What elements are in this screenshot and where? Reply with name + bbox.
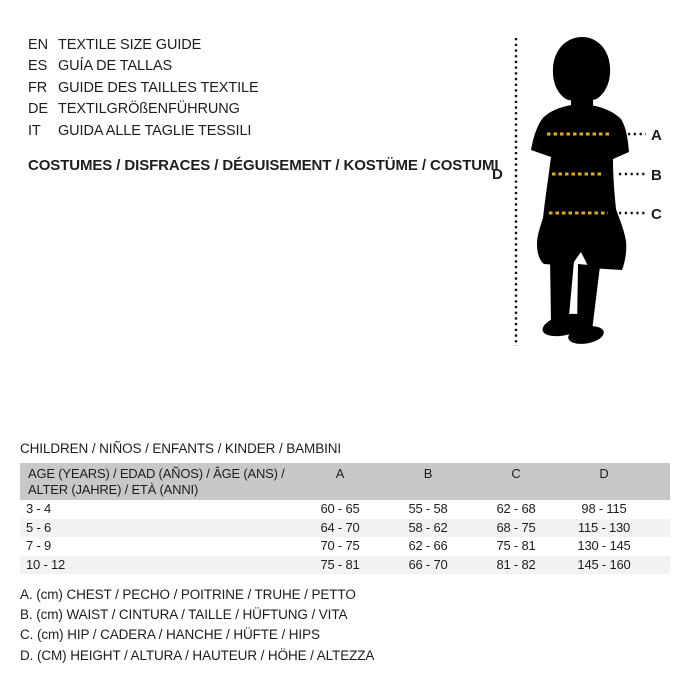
waist-cell: 58 - 62	[384, 519, 472, 538]
chest-cell: 70 - 75	[320, 538, 360, 553]
legend-hip: C. (cm) HIP / CADERA / HANCHE / HÜFTE / HIPS	[20, 627, 320, 643]
language-code: EN	[28, 37, 48, 53]
table-row	[20, 537, 670, 556]
hip-cell: 62 - 68	[496, 501, 536, 516]
language-code: DE	[28, 101, 48, 118]
table-row	[20, 556, 670, 575]
language-row-en	[28, 35, 259, 56]
age-header-line2: ALTER (JAHRE) / ETÀ (ANNI)	[28, 481, 199, 497]
measure-label-b: B	[651, 167, 662, 184]
size-table	[20, 463, 670, 574]
chest-cell: 75 - 81	[296, 556, 384, 575]
chest-cell: 60 - 65	[320, 501, 360, 516]
language-label: GUÍA DE TALLAS	[58, 58, 173, 75]
language-label: GUIDE DES TAILLES TEXTILE	[58, 79, 259, 96]
language-row-fr	[28, 78, 259, 99]
legend-height: D. (CM) HEIGHT / ALTURA / HAUTEUR / HÖHE / ALTEZZA	[20, 647, 375, 663]
language-row-de	[28, 99, 259, 120]
child-silhouette-icon	[531, 37, 629, 346]
language-label: TEXTILE SIZE GUIDE	[58, 37, 202, 53]
column-header-c: C	[472, 463, 560, 500]
column-header-d: D	[560, 463, 648, 500]
row-spacer	[648, 519, 670, 538]
row-spacer	[648, 500, 670, 519]
age-cell: 7 - 9	[26, 538, 52, 553]
measurement-diagram	[485, 28, 685, 352]
hip-cell: 68 - 75	[472, 519, 560, 538]
row-spacer	[648, 556, 670, 575]
age-cell: 3 - 4	[26, 501, 52, 516]
age-header-line1: AGE (YEARS) / EDAD (AÑOS) / ÂGE (ANS) /	[28, 466, 285, 481]
measurement-legend	[20, 585, 374, 666]
height-cell: 130 - 145	[577, 538, 631, 553]
category-title: COSTUMES / DISFRACES / DÉGUISEMENT / KOSTÜME / COSTUMI	[28, 157, 499, 174]
column-header-a: A	[296, 463, 384, 500]
hip-cell: 81 - 82	[472, 556, 560, 575]
legend-waist: B. (cm) WAIST / CINTURA / TAILLE / HÜFTUNG / VITA	[20, 607, 348, 623]
table-row	[20, 500, 670, 519]
header-spacer	[648, 463, 670, 500]
language-code: FR	[28, 79, 48, 96]
height-cell: 145 - 160	[560, 556, 648, 575]
table-row	[20, 519, 670, 538]
language-list	[28, 35, 259, 142]
language-label: GUIDA ALLE TAGLIE TESSILI	[58, 122, 252, 139]
legend-chest: A. (cm) CHEST / PECHO / POITRINE / TRUHE / PETTO	[20, 587, 356, 602]
height-cell: 98 - 115	[581, 501, 627, 516]
row-spacer	[648, 537, 670, 556]
table-header-row	[20, 463, 670, 500]
language-code: ES	[28, 58, 48, 75]
waist-cell: 66 - 70	[384, 556, 472, 575]
language-row-es	[28, 56, 259, 77]
language-row-it	[28, 121, 259, 142]
table-section-title: CHILDREN / NIÑOS / ENFANTS / KINDER / BAMBINI	[20, 441, 342, 456]
column-header-b: B	[384, 463, 472, 500]
height-cell: 115 - 130	[560, 519, 648, 538]
language-label: TEXTILGRÖßENFÜHRUNG	[58, 101, 240, 118]
chest-cell: 64 - 70	[296, 519, 384, 538]
measure-label-c: C	[651, 206, 662, 223]
waist-cell: 62 - 66	[408, 538, 448, 553]
language-code: IT	[28, 122, 41, 139]
age-column-header	[20, 463, 296, 500]
hip-cell: 75 - 81	[496, 538, 536, 553]
measure-label-a: A	[651, 127, 662, 144]
age-cell: 10 - 12	[20, 556, 296, 575]
age-cell: 5 - 6	[20, 519, 296, 538]
measure-label-d: D	[492, 166, 503, 183]
waist-cell: 55 - 58	[408, 501, 448, 516]
